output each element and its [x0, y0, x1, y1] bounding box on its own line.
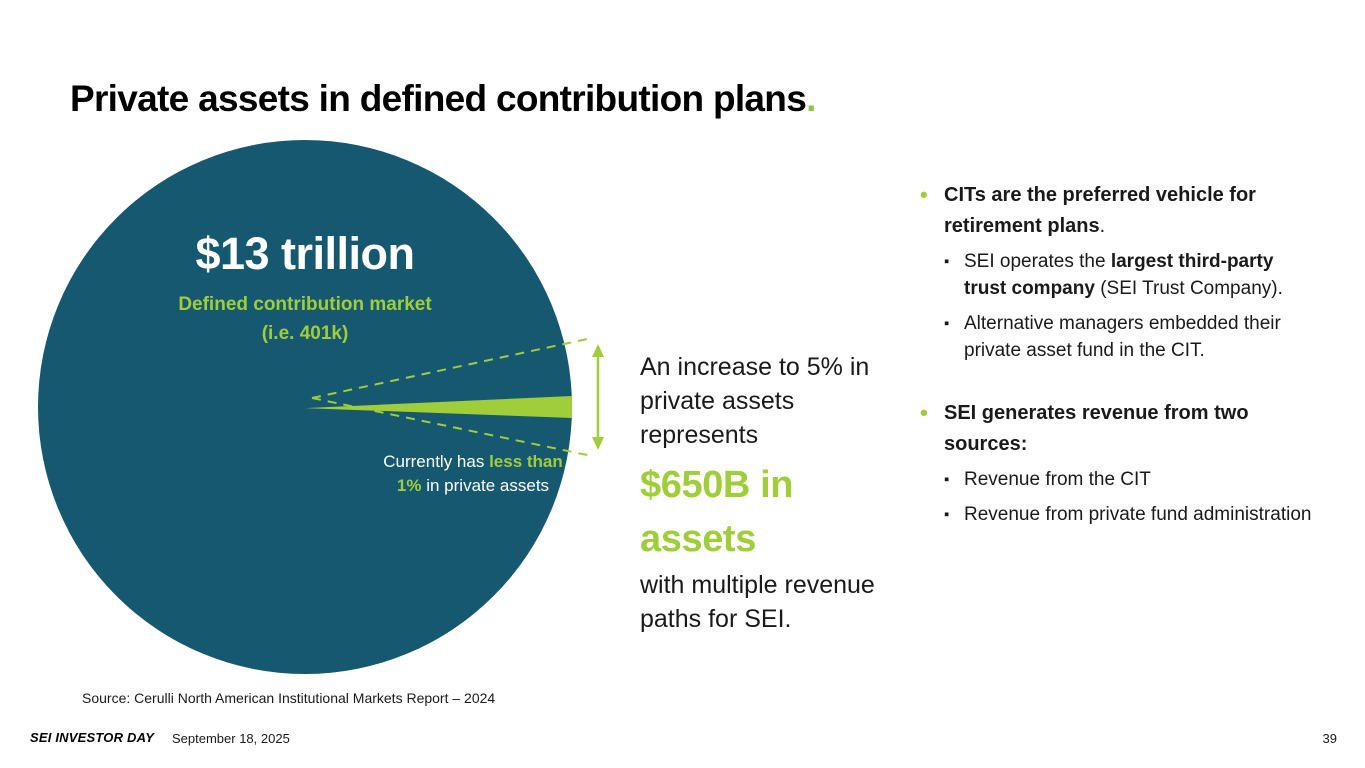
bullet-group-2-heading-bold: SEI generates revenue from two sources:: [944, 402, 1249, 455]
bullet-group-1-heading-tail: .: [1099, 215, 1106, 237]
bullet-group-1-heading: [912, 180, 1312, 242]
title-accent-dot: .: [806, 78, 816, 119]
bullet-group-1-sub-1-bold: largest third-party trust company: [964, 251, 1274, 299]
page-title-text: Private assets in defined contribution plans: [70, 78, 807, 119]
bullet-group-1-sub-1-post: (SEI Trust Company).: [1094, 278, 1283, 299]
page-number: 39: [1322, 731, 1337, 746]
middle-lead-text: An increase to 5% in private assets represents: [640, 353, 870, 449]
pie-note-post: in private assets: [421, 476, 550, 495]
right-bullet-column: [912, 180, 1312, 536]
page-title: [70, 78, 816, 120]
bullet-group-2-heading: [912, 398, 1312, 460]
bullet-group-1-sub-2-pre: Alternative managers embedded their private asset fund in the CIT.: [964, 313, 1281, 361]
pie-subtitle-line1: Defined contribution market: [178, 294, 432, 315]
pie-headline: $13 trillion: [195, 228, 415, 279]
pie-note-pre: Currently has: [383, 452, 490, 471]
footer-date: September 18, 2025: [172, 731, 290, 746]
leader-line-bottom: [312, 398, 592, 456]
bullet-group-spacer: [912, 372, 1312, 398]
source-note: Source: Cerulli North American Institutional Markets Report – 2024: [82, 690, 496, 706]
pie-note-highlight: less than 1%: [396, 452, 563, 495]
footer-brand: SEI INVESTOR DAY: [30, 730, 155, 745]
middle-callout: [640, 350, 880, 636]
bullet-group-2-sub-2: [912, 501, 1312, 528]
middle-trailer-text: with multiple revenue paths for SEI.: [640, 571, 875, 633]
bullet-group-1-sub-1-pre: SEI operates the: [964, 251, 1111, 272]
bullet-group-2-sub-1-pre: Revenue from the CIT: [964, 469, 1151, 490]
bullet-group-1-sub-1: [912, 248, 1312, 302]
callout-leader-lines: [280, 330, 620, 470]
bullet-group-2-sub-2-pre: Revenue from private fund administration: [964, 504, 1312, 525]
measure-arrow-head-top: [592, 344, 604, 357]
pie-subtitle-line2: (i.e. 401k): [261, 323, 349, 344]
bullet-group-2-sub-1: [912, 466, 1312, 493]
measure-arrow-head-bottom: [592, 437, 604, 450]
bullet-group-1-heading-bold: CITs are the preferred vehicle for retirement plans: [944, 184, 1256, 237]
bullet-group-1-sub-2: [912, 310, 1312, 364]
leader-line-top: [312, 338, 592, 398]
middle-amount-text: $650B in assets: [640, 464, 794, 560]
